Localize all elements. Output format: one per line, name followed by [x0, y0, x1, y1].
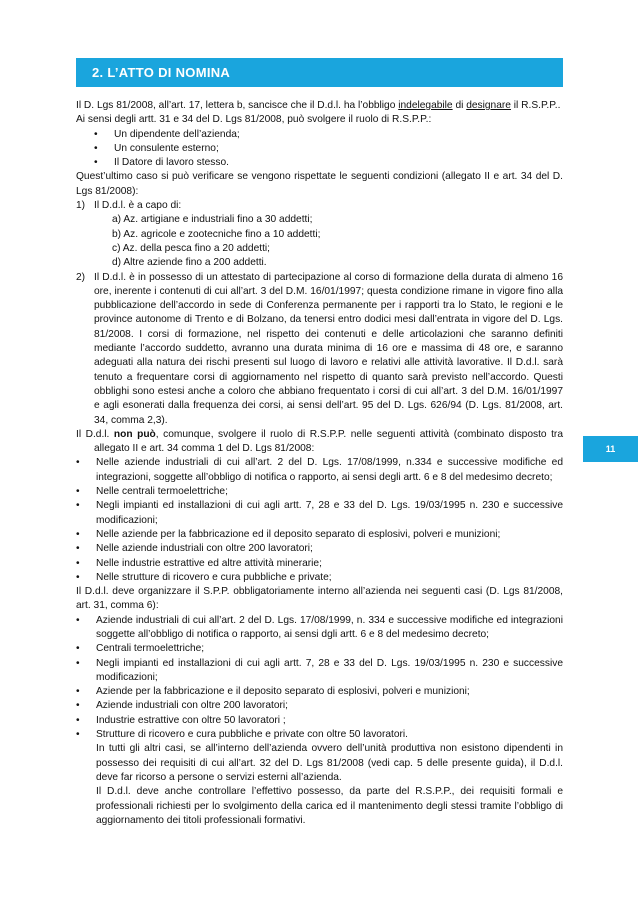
list-item: • Un dipendente dell’azienda;	[76, 128, 563, 142]
bold-non-puo: non può	[113, 428, 156, 440]
paragraph-conditions: Quest’ultimo caso si può verificare se vengono rispettate le seguenti condizioni (allegato II e art. 34 del D. Lgs 81/2008):	[76, 171, 563, 197]
list-item: • Un consulente esterno;	[76, 142, 563, 156]
paragraph-non-puo: Il D.d.l. non può, comunque, svolgere il ruolo di R.S.P.P. nelle seguenti attività (combinato disposto tra allegato II e art. 34 comma 1 del D. Lgs 81/2008:	[76, 428, 563, 455]
bullet-icon: •	[76, 614, 80, 626]
list-item: • Nelle aziende industriali con oltre 200 lavoratori;	[76, 542, 563, 556]
page-number-tab	[583, 436, 638, 462]
list-item: • Il Datore di lavoro stesso.	[76, 156, 563, 170]
bullet-icon: •	[94, 157, 98, 169]
bullet-icon: •	[76, 571, 80, 583]
bullet-icon: •	[76, 686, 80, 698]
list-item: • Nelle strutture di ricovero e cura pubbliche e private;	[76, 571, 563, 585]
list-item: b) Az. agricole e zootecniche fino a 10 addetti;	[112, 228, 321, 240]
section-header	[76, 58, 563, 87]
list-item: • Nelle industrie estrattive ed altre attività minerarie;	[76, 557, 563, 571]
bullet-icon: •	[76, 557, 80, 569]
bullet-icon: •	[76, 543, 80, 555]
bullet-icon: •	[76, 500, 80, 512]
list-item: • Nelle centrali termoelettriche;	[76, 485, 563, 499]
list-item: • Nelle aziende industriali di cui all’art. 2 del D. Lgs. 17/08/1999, n.334 e successive modifiche ed integrazioni, soggette all’obbligo di notifica o rapporto, ai sensi degli artt. 6 e 8 del medesimo decreto;	[76, 456, 563, 485]
underlined-designare: designare	[466, 100, 511, 111]
underlined-indelegabile: indelegabile	[398, 100, 453, 111]
paragraph-controllo: Il D.d.l. deve anche controllare l’effettivo possesso, da parte del R.S.P.P., dei requisiti formali e professionali richiesti per lo svolgimento della carica ed il mantenimento degli stessi tramite l’obbligo di aggiornamento dei titoli professionali formativi.	[96, 786, 563, 826]
list-item: • Centrali termoelettriche;	[76, 642, 563, 656]
section-title: 2. L’ATTO DI NOMINA	[92, 65, 231, 80]
condition-1-letters	[76, 213, 563, 270]
bullet-icon: •	[76, 700, 80, 712]
list-item: c) Az. della pesca fino a 20 addetti;	[112, 242, 271, 254]
bullet-icon: •	[76, 714, 80, 726]
paragraph-altri-casi: In tutti gli altri casi, se all’interno dell’azienda ovvero dell’unità produttiva non esistono dipendenti in possesso dei requisiti di cui all’art. 32 del D. Lgs 81/2008 (vedi cap. 5 delle presente guida), il D.d.l. deve far ricorso a persone o servizi esterni all’azienda.	[96, 743, 563, 783]
list-item: • Negli impianti ed installazioni di cui agli artt. 7, 28 e 33 del D. Lgs. 19/03/1995 n. 230 e successive modificazioni;	[76, 499, 563, 528]
bullet-icon: •	[94, 142, 98, 154]
list-item: • Strutture di ricovero e cura pubbliche e private con oltre 50 lavoratori.	[76, 728, 563, 742]
bullet-icon: •	[76, 486, 80, 498]
list-item: • Negli impianti ed installazioni di cui agli artt. 7, 28 e 33 del D. Lgs. 19/03/1995 n. 230 e successive modificazioni;	[76, 657, 563, 686]
document-body	[76, 99, 563, 828]
page-number: 11	[605, 444, 616, 454]
bullet-icon: •	[76, 643, 80, 655]
list-item: d) Altre aziende fino a 200 addetti.	[112, 257, 267, 269]
condition-2: 2) Il D.d.l. è in possesso di un attestato di partecipazione al corso di formazione della durata di almeno 16 ore, inerente i contenuti di cui all’art. 3 del D.M. 16/01/1997; questa condizione rimane in vigore fino alla pubblicazione dell’accordo in sede di Conferenza permanente per i rapporti tra lo Stato, le regioni e le province autonome di Trento e di Bolzano, da tenersi entro dodici mesi dall’entrata in vigore del D. Lgs. 81/2008. I corsi di formazione, nel rispetto dei contenuti e delle articolazioni che saranno definiti mediante l’accordo suddetto, avranno una durata minima di 16 ore e massima di 48 ore, e saranno adeguati alla natura dei rischi presenti sul luogo di lavoro e relativi alle attività lavorative. Il D.d.l. sarà tenuto a frequentare corsi di aggiornamento nel rispetto di quanto sarà previsto nell’accordo. Questi obblighi sono estesi anche a coloro che abbiano frequentato i corsi di cui all’art. 3 del D.M. 16/01/1997 e agli esonerati dalla frequenza dei corsi, ai sensi dell’art. 95 del D. Lgs. 626/94 (D. Lgs. 81/2008, art. 34, comma 2,3).	[76, 271, 563, 426]
list-item: a) Az. artigiane e industriali fino a 30 addetti;	[112, 214, 313, 226]
condition-1: 1) Il D.d.l. è a capo di:	[76, 200, 182, 212]
paragraph-spp-interno: Il D.d.l. deve organizzare il S.P.P. obbligatoriamente interno all’azienda nei seguenti casi (D. Lgs 81/2008, art. 31, comma 6):	[76, 586, 563, 612]
bullet-icon: •	[76, 457, 80, 469]
bullet-icon: •	[76, 729, 80, 741]
list-item: • Nelle aziende per la fabbricazione ed il deposito separato di esplosivi, polveri e munizioni;	[76, 528, 563, 542]
paragraph-roles-intro: Ai sensi degli artt. 31 e 34 del D. Lgs 81/2008, può svolgere il ruolo di R.S.P.P.:	[76, 114, 432, 126]
list-item: • Aziende industriali di cui all’art. 2 del D. Lgs. 17/08/1999, n. 334 e successive modifiche ed integrazioni soggette all’obbligo di notifica o rapporto, ai sensi dgli artt. 6 e 8 del medesimo decreto;	[76, 614, 563, 643]
bullet-icon: •	[76, 657, 80, 669]
list-item: • Industrie estrattive con oltre 50 lavoratori ;	[76, 714, 563, 728]
list-item: • Aziende per la fabbricazione e il deposito separato di esplosivi, polveri e munizioni;	[76, 685, 563, 699]
bullet-icon: •	[94, 128, 98, 140]
bullet-icon: •	[76, 528, 80, 540]
list-item: • Aziende industriali con oltre 200 lavoratori;	[76, 699, 563, 713]
paragraph-intro: Il D. Lgs 81/2008, all’art. 17, lettera b, sancisce che il D.d.l. ha l’obbligo indelegabile di designare il R.S.P.P..	[76, 100, 561, 111]
